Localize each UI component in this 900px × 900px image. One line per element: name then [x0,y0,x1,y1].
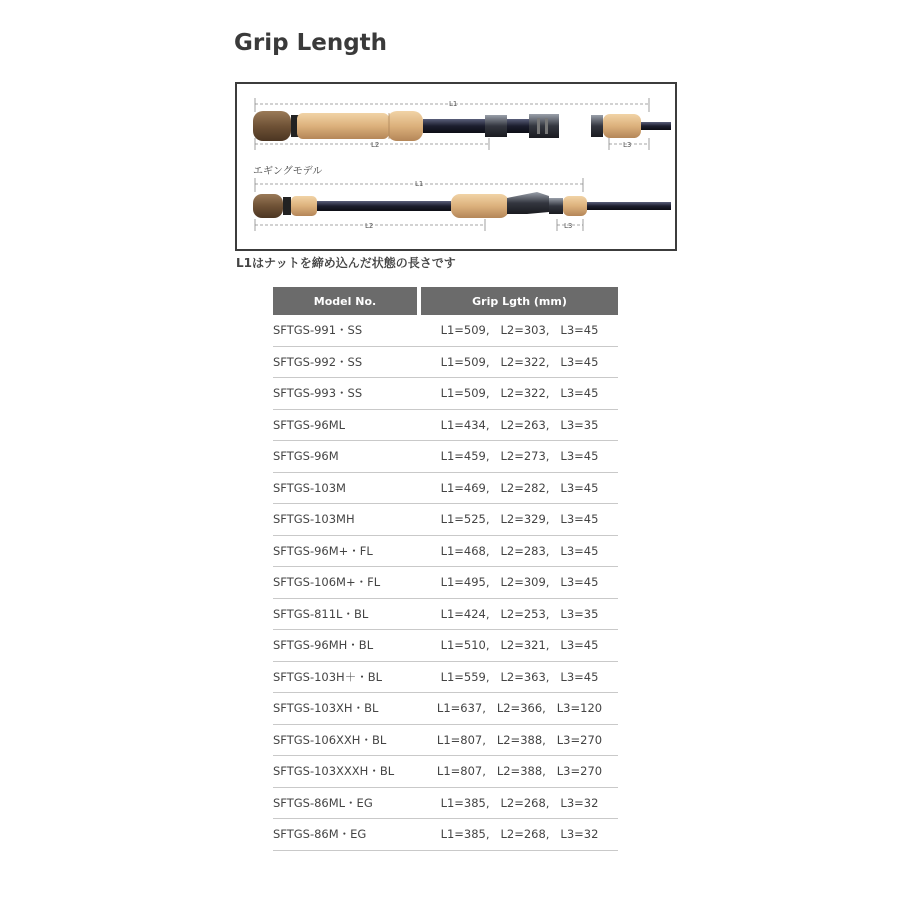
table-row [273,410,618,442]
table-row [273,441,618,473]
table-row [273,756,618,788]
table-row [273,347,618,379]
rod-standard [253,98,671,150]
model-cell: SFTGS-96M [273,441,421,473]
grip-length-cell: L1=509, L2=322, L3=45 [421,347,618,379]
table-row [273,693,618,725]
table-row [273,788,618,820]
header-grip-length: Grip Lgth (mm) [421,287,618,315]
model-cell: SFTGS-991・SS [273,315,421,347]
model-cell: SFTGS-103M [273,473,421,505]
table-header-row [273,287,618,315]
grip-length-cell: L1=424, L2=253, L3=35 [421,599,618,631]
grip-length-cell: L1=495, L2=309, L3=45 [421,567,618,599]
grip-length-cell: L1=509, L2=303, L3=45 [421,315,618,347]
table-row [273,819,618,851]
table-row [273,630,618,662]
table-row [273,567,618,599]
grip-length-cell: L1=468, L2=283, L3=45 [421,536,618,568]
table-row [273,725,618,757]
rod-illustration [237,84,675,249]
model-cell: SFTGS-103H＋・BL [273,662,421,694]
grip-length-cell: L1=637, L2=366, L3=120 [421,693,618,725]
page-title: Grip Length [234,30,388,56]
table-row [273,504,618,536]
grip-length-cell: L1=385, L2=268, L3=32 [421,788,618,820]
model-cell: SFTGS-96MH・BL [273,630,421,662]
grip-length-cell: L1=459, L2=273, L3=45 [421,441,618,473]
model-cell: SFTGS-103MH [273,504,421,536]
grip-length-cell: L1=434, L2=263, L3=35 [421,410,618,442]
model-cell: SFTGS-103XH・BL [273,693,421,725]
grip-length-cell: L1=559, L2=363, L3=45 [421,662,618,694]
grip-length-cell: L1=385, L2=268, L3=32 [421,819,618,851]
dim-label-l3-eging: L3 [564,222,573,230]
model-cell: SFTGS-86ML・EG [273,788,421,820]
model-cell: SFTGS-103XXXH・BL [273,756,421,788]
grip-diagram [235,82,677,251]
model-cell: SFTGS-96ML [273,410,421,442]
grip-length-cell: L1=509, L2=322, L3=45 [421,378,618,410]
table-body [273,315,618,851]
grip-length-cell: L1=525, L2=329, L3=45 [421,504,618,536]
table-row [273,662,618,694]
table-row [273,473,618,505]
grip-length-cell: L1=807, L2=388, L3=270 [421,756,618,788]
dim-label-l1: L1 [449,100,458,108]
table-row [273,599,618,631]
dim-label-l3: L3 [623,141,632,149]
model-cell: SFTGS-992・SS [273,347,421,379]
eging-model-label: エギングモデル [253,166,323,177]
note-text: L1はナットを締め込んだ状態の長さです [236,256,456,270]
dim-label-l2-eging: L2 [365,222,374,230]
dim-label-l1-eging: L1 [415,180,424,188]
model-cell: SFTGS-811L・BL [273,599,421,631]
dim-label-l2: L2 [371,141,380,149]
table-row [273,378,618,410]
model-cell: SFTGS-86M・EG [273,819,421,851]
rod-eging [253,178,671,231]
grip-length-cell: L1=469, L2=282, L3=45 [421,473,618,505]
grip-length-table [273,287,618,851]
table-row [273,536,618,568]
table-row [273,315,618,347]
header-model-no: Model No. [273,287,421,315]
model-cell: SFTGS-106M+・FL [273,567,421,599]
model-cell: SFTGS-96M+・FL [273,536,421,568]
grip-length-cell: L1=807, L2=388, L3=270 [421,725,618,757]
model-cell: SFTGS-993・SS [273,378,421,410]
model-cell: SFTGS-106XXH・BL [273,725,421,757]
grip-length-cell: L1=510, L2=321, L3=45 [421,630,618,662]
